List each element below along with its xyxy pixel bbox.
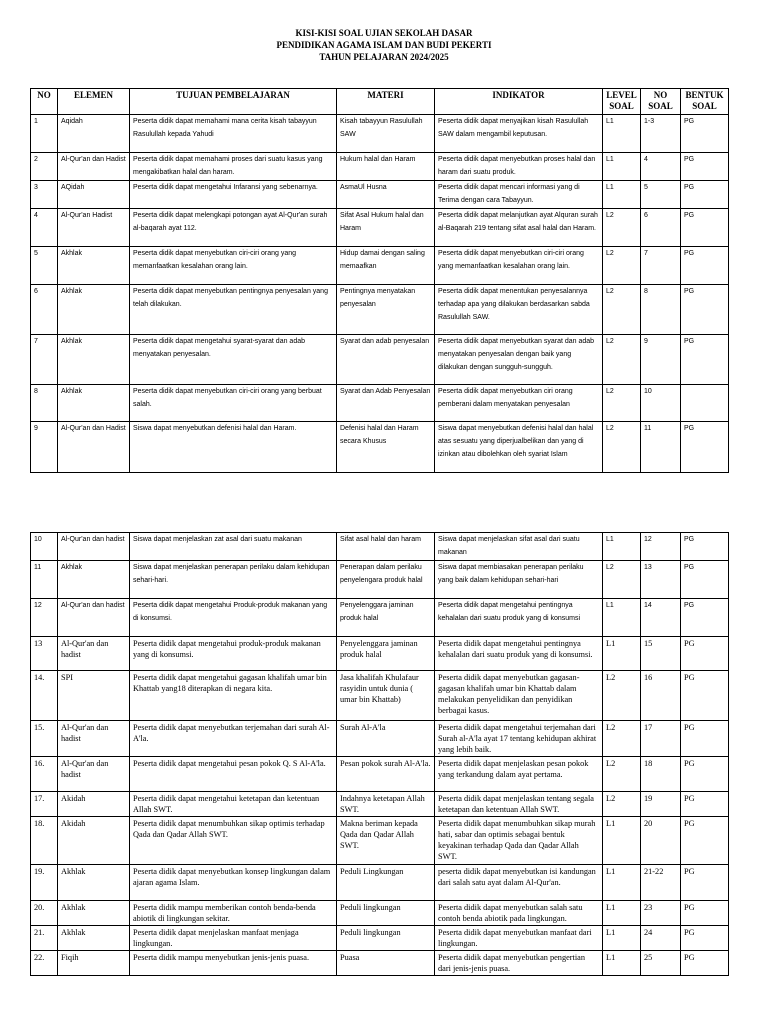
cell-elemen: Al-Qur'an dan Hadist [58,153,130,181]
cell-no-soal: 18 [641,757,681,792]
cell-tujuan: Peserta didik dapat mengetahui produk-produk makanan yang di konsumsi. [130,637,337,671]
cell-elemen: Akhlak [58,865,130,901]
cell-no: 11 [31,561,58,599]
cell-no-soal: 13 [641,561,681,599]
cell-elemen: SPI [58,671,130,721]
cell-tujuan: Peserta didik mampu memberikan contoh benda-benda abiotik di lingkungan sekitar. [130,901,337,926]
cell-no: 9 [31,422,58,473]
cell-elemen: Akhlak [58,926,130,951]
cell-indikator: Peserta didik dapat menentukan penyesalannya terhadap apa yang dilakukan berdasarkan sabda Rasulullah SAW. [435,285,603,335]
cell-tujuan: Peserta didik dapat memahami mana cerita kisah tabayyun Rasulullah kepada Yahudi [130,115,337,153]
cell-elemen: Al-Qur'an dan hadist [58,599,130,637]
cell-level: L2 [603,671,641,721]
cell-no: 3 [31,181,58,209]
cell-elemen: Al-Qur'an dan hadist [58,637,130,671]
table-row [31,671,729,721]
cell-level: L2 [603,422,641,473]
cell-bentuk: PG [681,671,729,721]
cell-tujuan: Peserta didik dapat memahami proses dari suatu kasus yang mengakibatkan halal dan haram. [130,153,337,181]
table-row [31,385,729,422]
cell-bentuk: PG [681,757,729,792]
cell-indikator: Peserta didik dapat menyebutkan manfaat dari lingkungan. [435,926,603,951]
table-row [31,721,729,757]
cell-indikator: Peserta didik dapat menyebutkan syarat dan adab menyatakan penyesalan dengan baik yang dilakukan dengan sungguh-sungguh. [435,335,603,385]
cell-tujuan: Siswa dapat menyebutkan defenisi halal dan Haram. [130,422,337,473]
cell-indikator: Peserta didik dapat mengetahui terjemahan dari Surah al-A'la ayat 17 tentang kehidupan akhirat yang lebih baik. [435,721,603,757]
cell-level: L2 [603,247,641,285]
cell-no-soal: 4 [641,153,681,181]
cell-indikator: Peserta didik dapat menyebutkan salah satu contoh benda abiotik pada lingkungan. [435,901,603,926]
cell-bentuk [681,385,729,422]
document-title [0,27,768,63]
cell-indikator: Peserta didik dapat menumbuhkan sikap murah hati, sabar dan optimis sebagai bentuk keyakinan terhadap Qada dan Qadar Allah SWT. [435,817,603,865]
cell-level: L2 [603,385,641,422]
header-no-soal: NO SOAL [641,89,681,115]
cell-no: 8 [31,385,58,422]
cell-bentuk: PG [681,865,729,901]
table-row [31,926,729,951]
cell-tujuan: Peserta didik dapat mengetahui pesan pokok Q. S Al-A'la. [130,757,337,792]
table-row [31,181,729,209]
cell-bentuk: PG [681,951,729,976]
cell-indikator: Peserta didik dapat mencari informasi yang di Terima dengan cara Tabayyun. [435,181,603,209]
table-row [31,637,729,671]
cell-no-soal: 12 [641,533,681,561]
cell-no-soal: 24 [641,926,681,951]
cell-tujuan: Peserta didik dapat mengetahui Infaransi yang sebenarnya. [130,181,337,209]
cell-tujuan: Siswa dapat menjelaskan penerapan perilaku dalam kehidupan sehari-hari. [130,561,337,599]
cell-materi: Peduli lingkungan [337,926,435,951]
cell-materi: Penerapan dalam perilaku penyelengara produk halal [337,561,435,599]
cell-elemen: Fiqih [58,951,130,976]
cell-bentuk: PG [681,285,729,335]
cell-no-soal: 7 [641,247,681,285]
cell-no-soal: 14 [641,599,681,637]
cell-no-soal: 1-3 [641,115,681,153]
cell-no-soal: 8 [641,285,681,335]
cell-tujuan: Peserta didik dapat menyebutkan konsep lingkungan dalam ajaran agama Islam. [130,865,337,901]
cell-indikator: Peserta didik dapat menyebutkan ciri orang pemberani dalam menyatakan penyesalan [435,385,603,422]
table-row [31,817,729,865]
cell-elemen: Al-Qur'an dan hadist [58,757,130,792]
cell-no-soal: 25 [641,951,681,976]
cell-elemen: Akhlak [58,561,130,599]
cell-no: 12 [31,599,58,637]
cell-materi: Peduli lingkungan [337,901,435,926]
cell-level: L1 [603,637,641,671]
cell-no: 5 [31,247,58,285]
table-row [31,599,729,637]
cell-indikator: Peserta didik dapat melanjutkan ayat Alquran surah al-Baqarah 219 tentang sifat asal halal dan Haram. [435,209,603,247]
cell-level: L1 [603,951,641,976]
cell-materi: Defenisi halal dan Haram secara Khusus [337,422,435,473]
cell-elemen: Akhlak [58,901,130,926]
cell-materi: Syarat dan Adab Penyesalan [337,385,435,422]
cell-no: 10 [31,533,58,561]
cell-no: 20. [31,901,58,926]
cell-indikator: Siswa dapat membiasakan penerapan perilaku yang baik dalam kehidupan sehari-hari [435,561,603,599]
cell-materi: Indahnya ketetapan Allah SWT. [337,792,435,817]
cell-level: L1 [603,817,641,865]
cell-no: 7 [31,335,58,385]
cell-no-soal: 19 [641,792,681,817]
cell-materi: Hukum halal dan Haram [337,153,435,181]
cell-bentuk: PG [681,901,729,926]
cell-elemen: Al-Qur'an Hadist [58,209,130,247]
cell-indikator: Peserta didik dapat menyajikan kisah Rasulullah SAW dalam mengambil keputusan. [435,115,603,153]
cell-indikator: Siswa dapat menyebutkan defenisi halal dan halal atas sesuatu yang diperjualbelikan dan yang di izinkan atau dibolehkan oleh syariat Islam [435,422,603,473]
header-tujuan: TUJUAN PEMBELAJARAN [130,89,337,115]
cell-level: L2 [603,757,641,792]
table-row [31,115,729,153]
title-line-3: TAHUN PELAJARAN 2024/2025 [319,52,449,62]
cell-indikator: Peserta didik dapat mengetahui pentingnya kehalalan dari suatu produk yang di konsumsi [435,599,603,637]
table-row [31,533,729,561]
cell-no: 2 [31,153,58,181]
cell-indikator: Peserta didik dapat menyebutkan ciri-ciri orang yang memanfaatkan kesalahan orang lain. [435,247,603,285]
cell-elemen: Akidah [58,792,130,817]
cell-materi: Pesan pokok surah Al-A'la. [337,757,435,792]
kisi-kisi-table-page-2 [30,532,729,976]
cell-tujuan: Peserta didik dapat mengetahui syarat-syarat dan adab menyatakan penyesalan. [130,335,337,385]
cell-no-soal: 16 [641,671,681,721]
cell-no-soal: 17 [641,721,681,757]
table-row [31,335,729,385]
cell-materi: Penyelenggara jaminan produk halal [337,637,435,671]
cell-level: L2 [603,792,641,817]
table-body-page-1 [31,115,729,473]
title-line-2: PENDIDIKAN AGAMA ISLAM DAN BUDI PEKERTI [276,40,492,50]
cell-materi: Surah Al-A'la [337,721,435,757]
cell-bentuk: PG [681,422,729,473]
cell-tujuan: Peserta didik dapat menyebutkan pentingnya penyesalan yang telah dilakukan. [130,285,337,335]
cell-no-soal: 6 [641,209,681,247]
table-row [31,247,729,285]
cell-bentuk: PG [681,637,729,671]
cell-tujuan: Peserta didik dapat mengetahui ketetapan dan ketentuan Allah SWT. [130,792,337,817]
cell-materi: Sifat Asal Hukum halal dan Haram [337,209,435,247]
cell-tujuan: Peserta didik mampu menyebutkan jenis-jenis puasa. [130,951,337,976]
cell-level: L2 [603,285,641,335]
cell-no: 4 [31,209,58,247]
cell-materi: Penyelenggara jaminan produk halal [337,599,435,637]
cell-level: L1 [603,901,641,926]
header-elemen: ELEMEN [58,89,130,115]
cell-indikator: Peserta didik dapat menyebutkan proses halal dan haram dari suatu produk. [435,153,603,181]
header-indikator: INDIKATOR [435,89,603,115]
cell-indikator: peserta didik dapat menyebutkan isi kandungan dari salah satu ayat dalam Al-Qur'an. [435,865,603,901]
cell-level: L1 [603,181,641,209]
cell-no-soal: 23 [641,901,681,926]
cell-elemen: AQidah [58,181,130,209]
cell-no-soal: 20 [641,817,681,865]
cell-no: 16. [31,757,58,792]
cell-indikator: Peserta didik dapat menyebutkan pengertian dari jenis-jenis puasa. [435,951,603,976]
cell-materi: Puasa [337,951,435,976]
cell-bentuk: PG [681,181,729,209]
cell-materi: Pentingnya menyatakan penyesalan [337,285,435,335]
cell-elemen: Al-Qur'an dan Hadist [58,422,130,473]
cell-no-soal: 11 [641,422,681,473]
kisi-kisi-table-page-1 [30,88,729,473]
cell-bentuk: PG [681,721,729,757]
cell-no-soal: 10 [641,385,681,422]
cell-level: L1 [603,115,641,153]
cell-tujuan: Peserta didik dapat menumbuhkan sikap optimis terhadap Qada dan Qadar Allah SWT. [130,817,337,865]
table-row [31,757,729,792]
table-row [31,792,729,817]
cell-level: L2 [603,561,641,599]
cell-materi: Makna beriman kepada Qada dan Qadar Allah SWT. [337,817,435,865]
cell-no-soal: 9 [641,335,681,385]
cell-level: L2 [603,721,641,757]
table-row [31,153,729,181]
cell-bentuk: PG [681,209,729,247]
cell-indikator: Peserta didik dapat menyebutkan gagasan-gagasan khalifah umar bin Khattab dalam melakukan penyelidikan dan penyidikan berbagai kasus. [435,671,603,721]
cell-elemen: Al-Qur'an dan hadist [58,533,130,561]
cell-indikator: Peserta didik dapat mengetahui pentingnya kehalalan dari suatu produk yang di konsumsi. [435,637,603,671]
cell-elemen: Akidah [58,817,130,865]
cell-elemen: Akhlak [58,247,130,285]
cell-tujuan: Peserta didik dapat menjelaskan manfaat menjaga lingkungan. [130,926,337,951]
cell-bentuk: PG [681,792,729,817]
cell-bentuk: PG [681,561,729,599]
cell-no: 22. [31,951,58,976]
cell-level: L1 [603,533,641,561]
cell-no: 6 [31,285,58,335]
cell-tujuan: Peserta didik dapat menyebutkan ciri-ciri orang yang berbuat salah. [130,385,337,422]
cell-level: L1 [603,599,641,637]
cell-no: 18. [31,817,58,865]
cell-elemen: Akhlak [58,385,130,422]
cell-no: 19. [31,865,58,901]
cell-no: 13 [31,637,58,671]
header-materi: MATERI [337,89,435,115]
cell-materi: AsmaUl Husna [337,181,435,209]
cell-bentuk: PG [681,533,729,561]
cell-materi: Peduli Lingkungan [337,865,435,901]
cell-materi: Syarat dan adab penyesalan [337,335,435,385]
table-body-page-2-sans [31,533,729,637]
cell-bentuk: PG [681,115,729,153]
cell-tujuan: Peserta didik dapat menyebutkan ciri-ciri orang yang memanfaatkan kesalahan orang lain. [130,247,337,285]
table-row [31,951,729,976]
cell-materi: Kisah tabayyun Rasulullah SAW [337,115,435,153]
title-line-1: KISI-KISI SOAL UJIAN SEKOLAH DASAR [295,28,473,38]
cell-tujuan: Siswa dapat menjelaskan zat asal dari suatu makanan [130,533,337,561]
table-body-page-2-serif [31,637,729,976]
cell-no: 17. [31,792,58,817]
cell-materi: Hidup damai dengan saling memaafkan [337,247,435,285]
table-row [31,901,729,926]
header-level: LEVEL SOAL [603,89,641,115]
cell-elemen: Aqidah [58,115,130,153]
cell-elemen: Al-Qur'an dan hadist [58,721,130,757]
table-row [31,561,729,599]
cell-level: L1 [603,926,641,951]
cell-tujuan: Peserta didik dapat mengetahui Produk-produk makanan yang di konsumsi. [130,599,337,637]
cell-bentuk: PG [681,247,729,285]
cell-bentuk: PG [681,153,729,181]
table-header-row [31,89,729,115]
cell-elemen: Akhlak [58,285,130,335]
cell-bentuk: PG [681,599,729,637]
table-row [31,209,729,247]
header-bentuk: BENTUK SOAL [681,89,729,115]
cell-level: L2 [603,209,641,247]
cell-tujuan: Peserta didik dapat melengkapi potongan ayat Al-Qur'an surah al-baqarah ayat 112. [130,209,337,247]
cell-indikator: Peserta didik dapat menjelaskan pesan pokok yang terkandung dalam ayat pertama. [435,757,603,792]
table-row [31,285,729,335]
cell-bentuk: PG [681,817,729,865]
cell-level: L1 [603,153,641,181]
cell-materi: Sifat asal halal dan haram [337,533,435,561]
cell-bentuk: PG [681,926,729,951]
table-row [31,865,729,901]
cell-bentuk: PG [681,335,729,385]
cell-indikator: Siswa dapat menjelaskan sifat asal dari suatu makanan [435,533,603,561]
cell-no-soal: 5 [641,181,681,209]
cell-indikator: Peserta didik dapat menjelaskan tentang segala ketetapan dan ketentuan Allah SWT. [435,792,603,817]
cell-tujuan: Peserta didik dapat menyebutkan terjemahan dari surah Al-A'la. [130,721,337,757]
cell-no: 1 [31,115,58,153]
cell-level: L1 [603,865,641,901]
table-row [31,422,729,473]
cell-no: 15. [31,721,58,757]
cell-no: 14. [31,671,58,721]
cell-no: 21. [31,926,58,951]
cell-materi: Jasa khalifah Khulafaur rasyidin untuk dunia ( umar bin Khattab) [337,671,435,721]
cell-no-soal: 21-22 [641,865,681,901]
cell-elemen: Akhlak [58,335,130,385]
cell-no-soal: 15 [641,637,681,671]
header-no: NO [31,89,58,115]
cell-level: L2 [603,335,641,385]
cell-tujuan: Peserta didik dapat mengetahui gagasan khalifah umar bin Khattab yang18 diterapkan di negara kita. [130,671,337,721]
